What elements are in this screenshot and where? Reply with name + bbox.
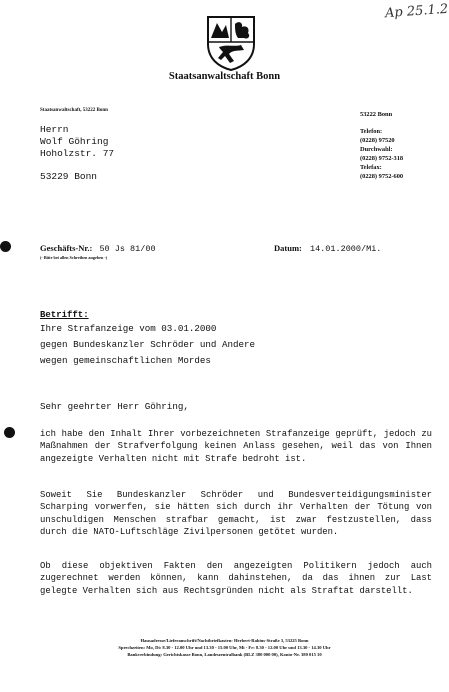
date-label: Datum: xyxy=(274,243,302,253)
body-paragraph: Soweit Sie Bundeskanzler Schröder und Bundesverteidigungsminister Scharping vorwerfen, sie hätten sich durch ihr Verhalten der Tötung von unschuldigen Menschen strafbar gemacht, ist zwar festzustellen, dass durch die NATO-Luftschläge Zivilpersonen getötet wurden. xyxy=(40,490,432,538)
subject-label: Betrifft: xyxy=(40,310,89,320)
recipient-salutation: Herrn xyxy=(40,124,69,135)
footer-hours: Sprechzeiten: Mo, Di: 8.30 - 12.00 Uhr und 13.30 - 15.00 Uhr, Mi - Fr: 8.30 - 12.00 Uhr und 13.30 - 14.30 Uhr xyxy=(118,645,331,650)
reference-note: (- Bitte bei allen Schreiben angeben -) xyxy=(40,255,108,260)
punch-hole-mark xyxy=(4,427,15,438)
sender-line: Staatsanwaltschaft, 53222 Bonn xyxy=(40,108,108,113)
footer-address: Hausadresse/Lieferanschrift/Nachtbriefkasten: Herbert-Rabius-Straße 3, 53225 Bonn xyxy=(140,638,309,643)
reference-number: 50 Js 81/00 xyxy=(99,244,156,254)
punch-hole-mark xyxy=(0,241,11,252)
reference-row xyxy=(40,243,156,254)
subject-line: gegen Bundeskanzler Schröder und Andere xyxy=(40,339,256,350)
phone-label: Telefon: xyxy=(360,128,383,135)
reference-label: Geschäfts-Nr.: xyxy=(40,243,93,253)
authority-name: Staatsanwaltschaft Bonn xyxy=(168,71,281,82)
footer xyxy=(0,637,449,658)
recipient-street: Hoholzstr. 77 xyxy=(40,148,115,159)
direct-line-number: (0228) 9752-318 xyxy=(360,155,404,162)
date-row xyxy=(274,243,381,254)
body-paragraph: Ob diese objektiven Fakten den angezeigten Politikern jedoch auch zugerechnet werden können, kann dahinstehen, da das ihnen zur Last gelegte Verhalten sich aus Rechtsgründen nicht als Straftat darstellt. xyxy=(40,561,432,596)
coat-of-arms-icon xyxy=(205,14,257,72)
direct-line-label: Durchwahl: xyxy=(360,146,393,153)
recipient-name: Wolf Göhring xyxy=(40,136,109,147)
subject-line: wegen gemeinschaftlichen Mordes xyxy=(40,355,211,366)
date-value: 14.01.2000/Mi. xyxy=(309,244,382,254)
body-paragraph: ich habe den Inhalt Ihrer vorbezeichneten Strafanzeige geprüft, jedoch zu Maßnahmen der Strafverfolgung keinen Anlass gesehen, weil das von Ihnen angezeigte Verhalten nicht mit Strafe bedroht ist. xyxy=(40,429,432,464)
recipient-city: 53229 Bonn xyxy=(40,171,98,182)
phone-number: (0228) 97520 xyxy=(360,137,395,144)
footer-bank: Bankverbindung: Gerichtskasse Bonn, Landeszentralbank (BLZ 380 000 00), Konto-Nr. 380 015 10 xyxy=(127,652,322,657)
fax-label: Telefax: xyxy=(360,164,382,171)
subject-line: Ihre Strafanzeige vom 03.01.2000 xyxy=(40,323,217,334)
handwritten-note: Ap 25.1.2 xyxy=(384,1,449,22)
fax-number: (0228) 9752-600 xyxy=(360,173,404,180)
contact-postal-code: 53222 Bonn xyxy=(360,111,393,118)
greeting: Sehr geehrter Herr Göhring, xyxy=(40,401,189,412)
